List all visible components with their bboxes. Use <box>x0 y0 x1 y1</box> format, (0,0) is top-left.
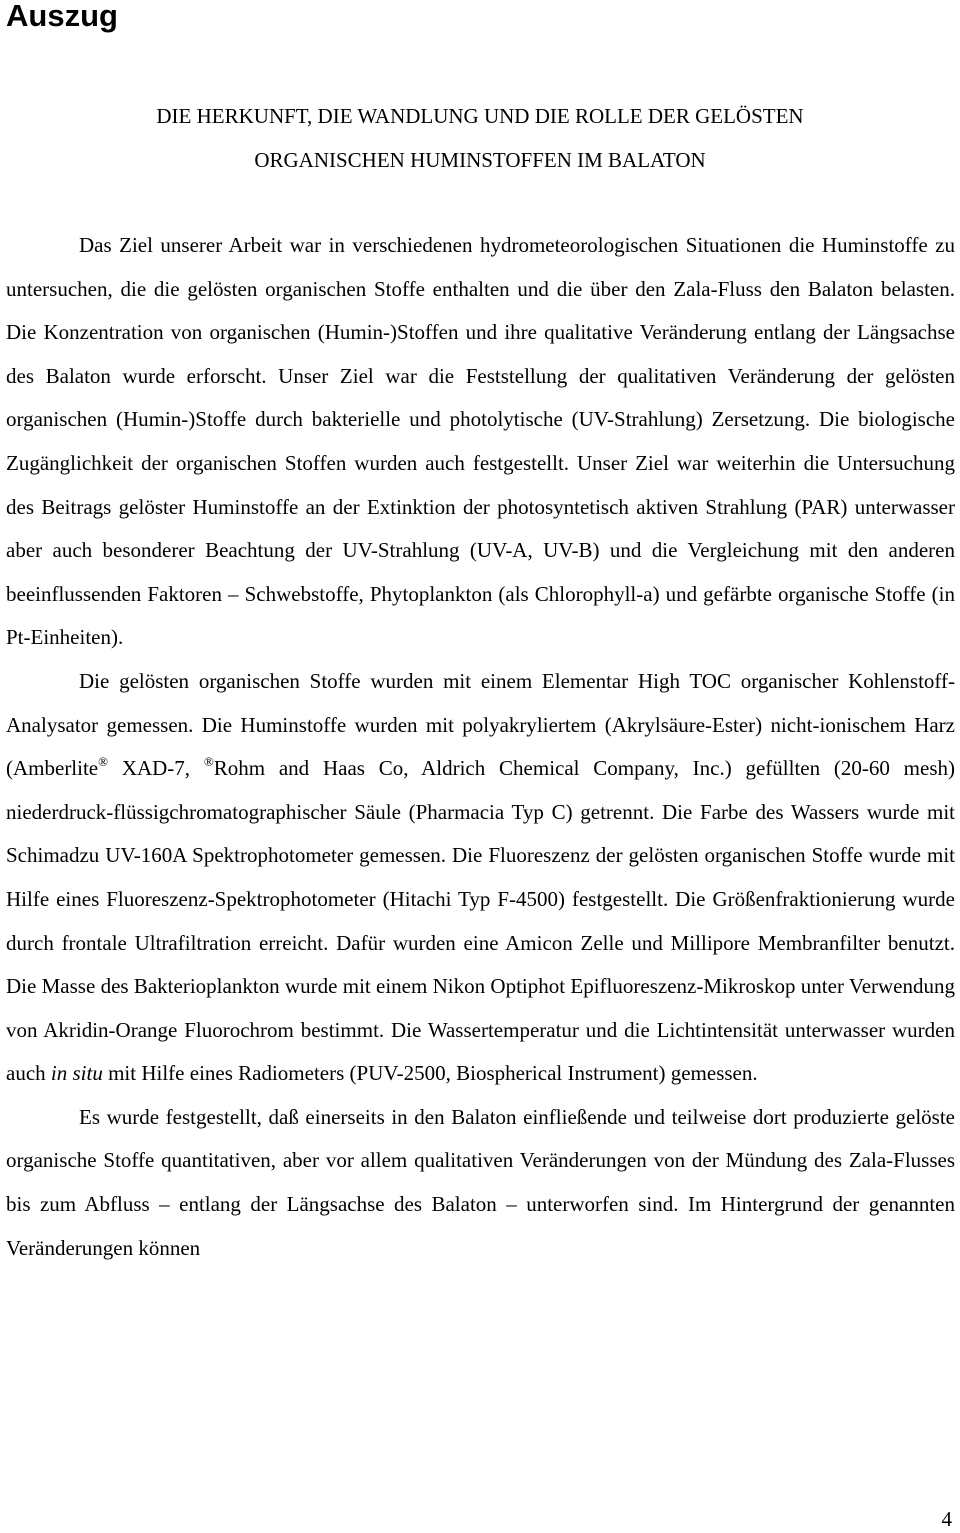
title-line-1: DIE HERKUNFT, DIE WANDLUNG UND DIE ROLLE DER GELÖSTEN <box>156 104 804 128</box>
paragraph-methods <box>6 660 955 1096</box>
methods-text-1: Die gelösten organischen Stoffe wurden mit einem Elementar High TOC organischer Kohlenstoff-Analysator gemessen. Die Huminstoffe wurden mit polyakryliertem (Akrylsäure-Ester) nicht-ionischem Harz (Amberlite <box>6 668 955 781</box>
methods-text-3: Rohm and Haas Co, Aldrich Chemical Company, Inc.) gefüllten (20-60 mesh) niederdruck-flüssigchromatographischer Säule (Pharmacia Typ C) getrennt. Die Farbe des Wassers wurde mit Schimadzu UV-160A Spektrophotometer gemessen. Die Fluoreszenz der gelösten organischen Stoffe wurde mit Hilfe eines Fluoreszenz-Spektrophotometer (Hitachi Typ F-4500) festgestellt. Die Größenfraktionierung wurde durch frontale Ultrafiltration erreicht. Dafür wurden eine Amicon Zelle und Millipore Membranfilter benutzt. Die Masse des Bakterioplankton wurde mit einem Nikon Optiphot Epifluoreszenz-Mikroskop unter Verwendung von Akridin-Orange Fluorochrom bestimmt. Die Wassertemperatur und die Lichtintensität unterwasser wurden auch <box>6 756 955 1086</box>
paragraph-results: Es wurde festgestellt, daß einerseits in den Balaton einfließende und teilweise dort produzierte gelöste organische Stoffe quantitativen, aber vor allem qualitativen Veränderungen von der Mündung des Zala-Flusses bis zum Abfluss – entlang der Längsachse des Balaton – unterworfen sind. Im Hintergrund der genannten Veränderungen können <box>6 1104 955 1260</box>
paragraph-aims: Das Ziel unserer Arbeit war in verschiedenen hydrometeorologischen Situationen die Huminstoffe zu untersuchen, die die gelösten organischen Stoffe enthalten und die über den Zala-Fluss den Balaton belasten. Die Konzentration von organischen (Humin-)Stoffen und ihre qualitative Veränderung entlang der Längsachse des Balaton wurde erforscht. Unser Ziel war die Feststellung der qualitativen Veränderung der gelösten organischen (Humin-)Stoffe durch bakterielle und photolytische (UV-Strahlung) Zersetzung. Die biologische Zugänglichkeit der organischen Stoffen wurden auch festgestellt. Unser Ziel war weiterhin die Untersuchung des Beitrags gelöster Huminstoffe an der Extinktion der photosyntetisch aktiven Strahlung (PAR) unterwasser aber auch besonderer Beachtung der UV-Strahlung (UV-A, UV-B) und die Vergleichung mit den anderen beeinflussenden Faktoren – Schwebstoffe, Phytoplankton (als Chlorophyll-a) und gefärbte organische Stoffe (in Pt-Einheiten). <box>6 233 955 650</box>
methods-text-4: mit Hilfe eines Radiometers (PUV-2500, Biospherical Instrument) gemessen. <box>102 1061 758 1086</box>
section-heading: Auszug <box>6 0 118 33</box>
methods-text-2: XAD-7, <box>108 756 204 781</box>
page-number: 4 <box>941 1507 952 1531</box>
registered-mark: ® <box>203 754 214 770</box>
title-line-2: ORGANISCHEN HUMINSTOFFEN IM BALATON <box>254 148 706 172</box>
in-situ-italic: in situ <box>50 1061 103 1086</box>
body-text <box>6 224 955 1270</box>
registered-mark: ® <box>98 754 109 770</box>
document-title <box>0 94 960 182</box>
